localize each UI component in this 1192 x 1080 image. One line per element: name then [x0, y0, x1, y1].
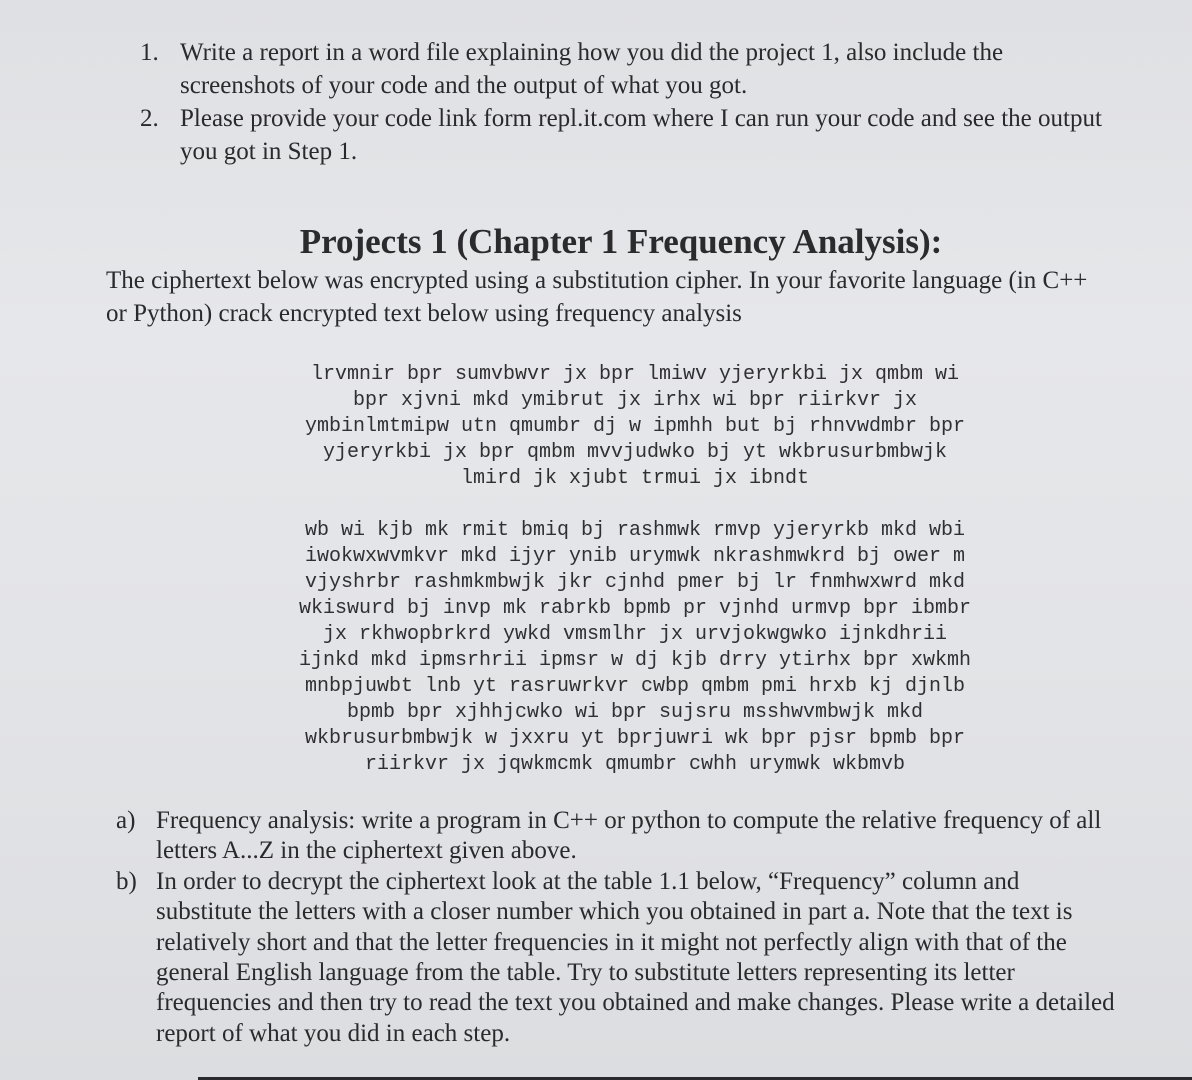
task-item-a: [116, 806, 1116, 867]
ciphertext-line: yjeryrkbi jx bpr qmbm mvvjudwko bj yt wkbrusurbmbwjk: [322, 441, 948, 464]
task-letter: b): [116, 867, 137, 895]
instruction-number: 1.: [140, 39, 159, 66]
task-item-b: [116, 867, 1116, 1049]
ciphertext-line: ymbinlmtmipw utn qmumbr dj w ipmhh but bj rhnvwdmbr bpr: [304, 415, 966, 438]
ciphertext-line: wkiswurd bj invp mk rabrkb bpmb pr vjnhd urmvp bpr ibmbr: [298, 597, 972, 620]
ciphertext-line: wb wi kjb mk rmit bmiq bj rashmwk rmvp yjeryrkb mkd wbi: [304, 519, 966, 542]
instruction-item-1: [140, 36, 1120, 102]
project-title: Projects 1 (Chapter 1 Frequency Analysis):: [299, 222, 943, 261]
instruction-number: 2.: [140, 105, 159, 132]
instruction-list: [140, 36, 1120, 168]
ciphertext-line: wkbrusurbmbwjk w jxxru yt bprjuwri wk bpr pjsr bpmb bpr: [304, 727, 966, 750]
instruction-text: Write a report in a word file explaining how you did the project 1, also include the screenshots of your code and the output of what you got.: [180, 39, 1004, 99]
ciphertext-line: vjyshrbr rashmkmbwjk jkr cjnhd pmer bj lr fnmhwxwrd mkd: [304, 571, 966, 594]
instruction-text: Please provide your code link form repl.it.com where I can run your code and see the output you got in Step 1.: [180, 105, 1102, 165]
task-text: Frequency analysis: write a program in C++ or python to compute the relative frequency of all letters A...Z in the ciphertext given above.: [156, 807, 1102, 865]
ciphertext-line: jx rkhwopbrkrd ywkd vmsmlhr jx urvjokwgwko ijnkdhrii: [322, 623, 948, 646]
task-letter: a): [116, 807, 136, 834]
ciphertext-line: lrvmnir bpr sumvbwvr jx bpr lmiwv yjeryrkbi jx qmbm wi: [310, 363, 960, 386]
ciphertext-line: lmird jk xjubt trmui jx ibndt: [460, 467, 810, 490]
ciphertext-paragraph-1: [230, 362, 1040, 492]
ciphertext-paragraph-2: [230, 518, 1040, 778]
task-list: [116, 806, 1116, 1049]
ciphertext-line: riirkvr jx jqwkmcmk qmumbr cwhh urymwk wkbmvb: [364, 753, 906, 776]
project-intro: The ciphertext below was encrypted using a substitution cipher. In your favorite language (in C++ or Python) crack encrypted text below using frequency analysis: [106, 267, 1088, 327]
ciphertext-line: bpr xjvni mkd ymibrut jx irhx wi bpr riirkvr jx: [352, 389, 918, 412]
task-text: In order to decrypt the ciphertext look at the table 1.1 below, “Frequency” column and substitute the letters with a closer number which you obtained in part a. Note that the text is relatively short and that the letter frequencies in it might not perfectly align with that of the general English language from the table. Try to substitute letters representing its letter frequencies and then try to read the text you obtained and make changes. Please write a detailed report of what you did in each step.: [156, 867, 1115, 1047]
ciphertext-line: ijnkd mkd ipmsrhrii ipmsr w dj kjb drry ytirhx bpr xwkmh: [298, 649, 972, 672]
ciphertext-line: mnbpjuwbt lnb yt rasruwrkvr cwbp qmbm pmi hrxb kj djnlb: [304, 675, 966, 698]
ciphertext-line: bpmb bpr xjhhjcwko wi bpr sujsru msshwvmbwjk mkd: [346, 701, 924, 724]
instruction-item-2: [140, 102, 1120, 168]
ciphertext-line: iwokwxwvmkvr mkd ijyr ynib urymwk nkrashmwkrd bj ower m: [304, 545, 966, 568]
